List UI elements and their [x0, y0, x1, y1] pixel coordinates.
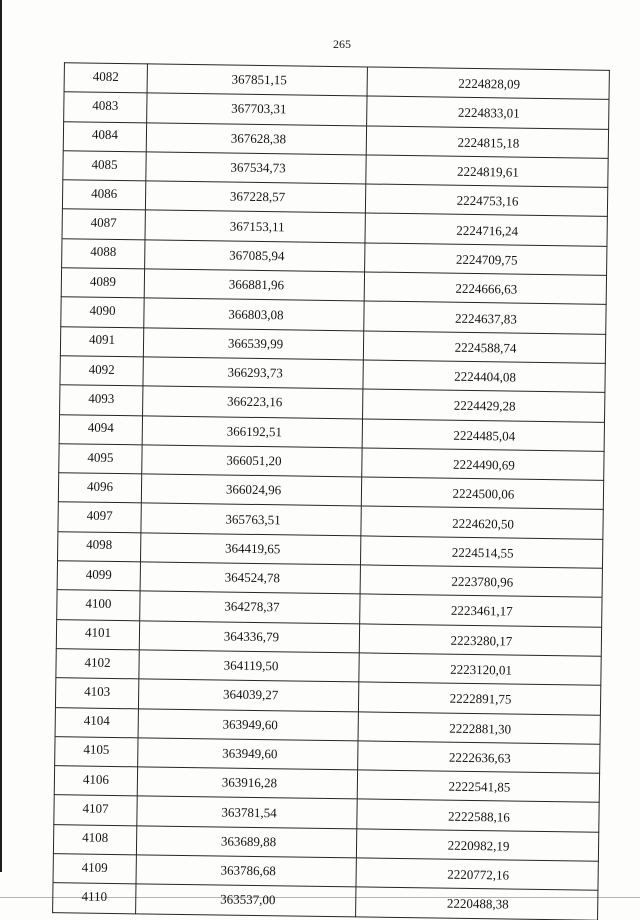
- coordinates-table: [52, 62, 610, 920]
- x-coordinate-cell: 366192,51: [142, 415, 362, 447]
- x-coordinate-cell: 367703,31: [147, 93, 367, 125]
- y-coordinate-cell: 2224828,09: [367, 67, 609, 100]
- y-coordinate-cell: 2222881,30: [358, 711, 600, 744]
- y-coordinate-cell: 2224620,50: [361, 506, 603, 539]
- point-number-cell: 4094: [59, 414, 142, 444]
- x-coordinate-cell: 367628,38: [146, 122, 366, 154]
- y-coordinate-cell: 2224815,18: [366, 126, 608, 159]
- y-coordinate-cell: 2224588,74: [363, 331, 605, 364]
- x-coordinate-cell: 363949,60: [138, 738, 358, 770]
- y-coordinate-cell: 2224500,06: [361, 477, 603, 510]
- y-coordinate-cell: 2220772,16: [356, 858, 598, 891]
- x-coordinate-cell: 366051,20: [142, 445, 362, 477]
- point-number-cell: 4109: [53, 854, 136, 884]
- x-coordinate-cell: 364419,65: [140, 533, 360, 565]
- x-coordinate-cell: 366293,73: [143, 357, 363, 389]
- y-coordinate-cell: 2224666,63: [364, 272, 606, 305]
- point-number-cell: 4097: [58, 502, 141, 532]
- x-coordinate-cell: 367228,57: [145, 181, 365, 213]
- point-number-cell: 4100: [57, 590, 140, 620]
- point-number-cell: 4103: [55, 678, 138, 708]
- x-coordinate-cell: 364039,27: [138, 679, 358, 711]
- y-coordinate-cell: 2222541,85: [357, 770, 599, 803]
- x-coordinate-cell: 364278,37: [140, 591, 360, 623]
- y-coordinate-cell: 2222636,63: [358, 741, 600, 774]
- y-coordinate-cell: 2223280,17: [359, 624, 601, 657]
- x-coordinate-cell: 363916,28: [137, 767, 357, 799]
- y-coordinate-cell: 2220982,19: [356, 829, 598, 862]
- page-number: 265: [333, 37, 351, 51]
- point-number-cell: 4087: [62, 209, 145, 239]
- x-coordinate-cell: 366223,16: [143, 386, 363, 418]
- point-number-cell: 4082: [64, 63, 147, 93]
- y-coordinate-cell: 2220488,38: [356, 887, 598, 920]
- y-coordinate-cell: 2223120,01: [359, 653, 601, 686]
- point-number-cell: 4099: [57, 561, 140, 591]
- y-coordinate-cell: 2224637,83: [364, 301, 606, 334]
- y-coordinate-cell: 2224514,55: [360, 536, 602, 569]
- y-coordinate-cell: 2224404,08: [363, 360, 605, 393]
- point-number-cell: 4085: [63, 151, 146, 181]
- x-coordinate-cell: 366024,96: [141, 474, 361, 506]
- y-coordinate-cell: 2224753,16: [365, 184, 607, 217]
- y-coordinate-cell: 2223780,96: [360, 565, 602, 598]
- point-number-cell: 4110: [53, 883, 136, 913]
- x-coordinate-cell: 366803,08: [144, 298, 364, 330]
- point-number-cell: 4091: [60, 326, 143, 356]
- point-number-cell: 4088: [62, 239, 145, 269]
- y-coordinate-cell: 2222588,16: [357, 799, 599, 832]
- point-number-cell: 4098: [58, 531, 141, 561]
- x-coordinate-cell: 367085,94: [145, 240, 365, 272]
- y-coordinate-cell: 2224833,01: [367, 96, 609, 129]
- point-number-cell: 4106: [54, 766, 137, 796]
- x-coordinate-cell: 363781,54: [137, 796, 357, 828]
- coordinates-table-container: [52, 62, 609, 920]
- x-coordinate-cell: 366539,99: [143, 328, 363, 360]
- point-number-cell: 4090: [61, 297, 144, 327]
- table-row: [53, 883, 598, 920]
- x-coordinate-cell: 367534,73: [146, 152, 366, 184]
- x-coordinate-cell: 367153,11: [145, 210, 365, 242]
- x-coordinate-cell: 363949,60: [138, 708, 358, 740]
- point-number-cell: 4105: [55, 737, 138, 767]
- point-number-cell: 4104: [55, 707, 138, 737]
- point-number-cell: 4092: [60, 356, 143, 386]
- y-coordinate-cell: 2224716,24: [365, 213, 607, 246]
- point-number-cell: 4086: [62, 180, 145, 210]
- x-coordinate-cell: 363537,00: [136, 884, 356, 916]
- scan-edge-left: [0, 0, 2, 872]
- y-coordinate-cell: 2222891,75: [358, 682, 600, 715]
- x-coordinate-cell: 364119,50: [139, 650, 359, 682]
- x-coordinate-cell: 366881,96: [144, 269, 364, 301]
- point-number-cell: 4102: [56, 649, 139, 679]
- point-number-cell: 4107: [54, 795, 137, 825]
- x-coordinate-cell: 364336,79: [139, 620, 359, 652]
- point-number-cell: 4108: [53, 824, 136, 854]
- y-coordinate-cell: 2224490,69: [362, 448, 604, 481]
- point-number-cell: 4095: [59, 444, 142, 474]
- x-coordinate-cell: 367851,15: [147, 64, 367, 96]
- point-number-cell: 4093: [60, 385, 143, 415]
- coordinates-table-body: [53, 63, 610, 920]
- y-coordinate-cell: 2224819,61: [366, 155, 608, 188]
- y-coordinate-cell: 2224709,75: [365, 243, 607, 276]
- point-number-cell: 4089: [61, 268, 144, 298]
- x-coordinate-cell: 365763,51: [141, 503, 361, 535]
- point-number-cell: 4083: [64, 92, 147, 122]
- x-coordinate-cell: 363786,68: [136, 855, 356, 887]
- y-coordinate-cell: 2224485,04: [362, 419, 604, 452]
- y-coordinate-cell: 2223461,17: [360, 594, 602, 627]
- point-number-cell: 4101: [56, 619, 139, 649]
- x-coordinate-cell: 363689,88: [136, 826, 356, 858]
- x-coordinate-cell: 364524,78: [140, 562, 360, 594]
- point-number-cell: 4084: [63, 121, 146, 151]
- y-coordinate-cell: 2224429,28: [363, 389, 605, 422]
- point-number-cell: 4096: [58, 473, 141, 503]
